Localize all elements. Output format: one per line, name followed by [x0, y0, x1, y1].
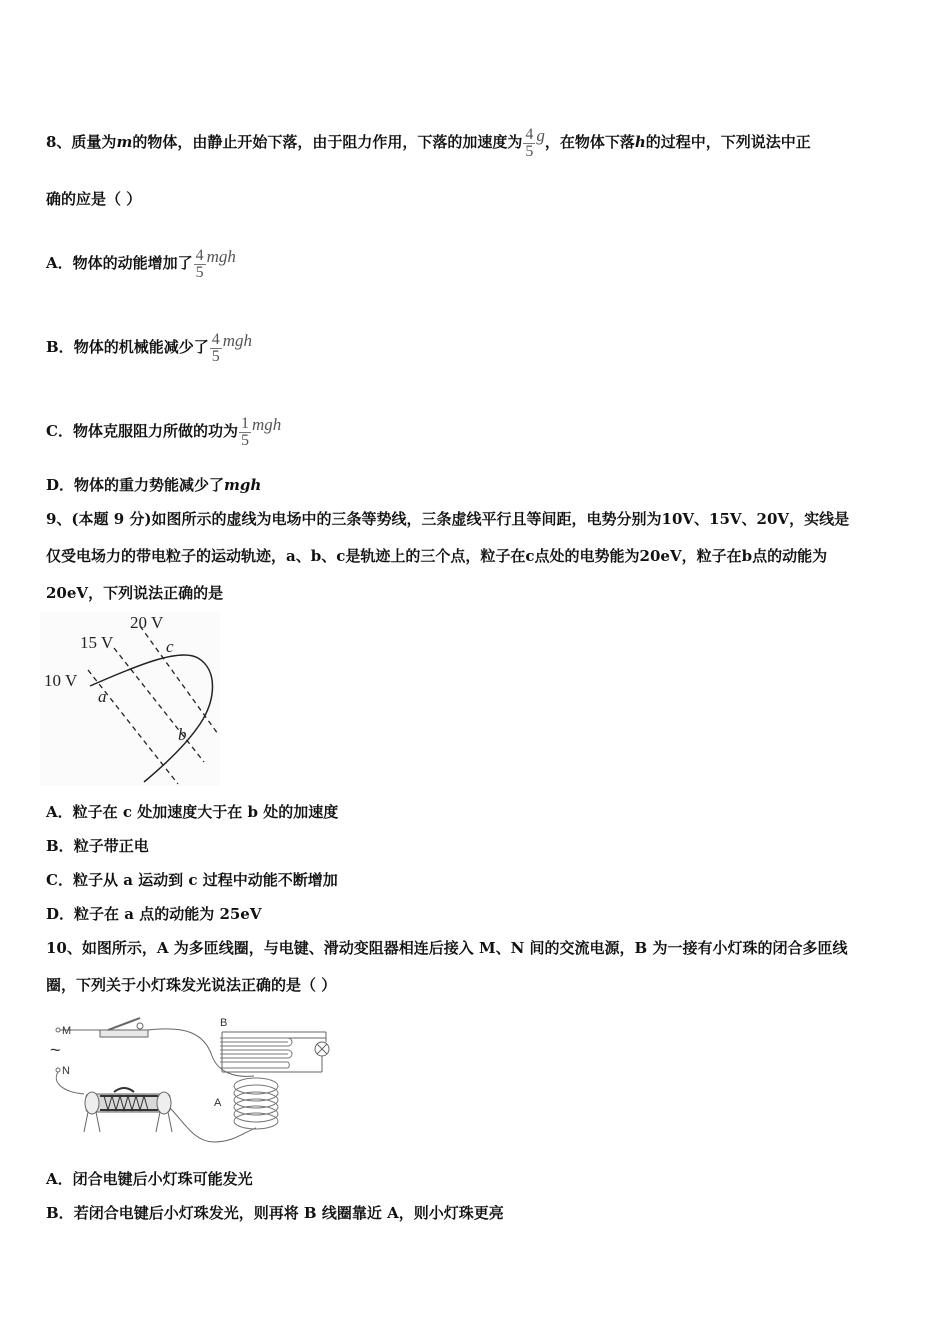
fraction: $\frac{4}{5}$: [525, 125, 534, 160]
q8-option-c: C．物体克服阻力所做的功为 $\frac{1}{5}$ mgh: [46, 414, 282, 449]
label-m: M: [62, 1025, 72, 1037]
ac-symbol: ~: [50, 1040, 61, 1060]
q9-option-b: B．粒子带正电: [46, 837, 149, 855]
switch-base: [100, 1030, 148, 1037]
q9-stem-line3: 20eV，下列说法正确的是: [46, 584, 224, 602]
label-b: B: [220, 1017, 228, 1029]
label-c: c: [166, 637, 174, 656]
var-g: g: [536, 126, 545, 145]
equipotential-20v: [140, 626, 218, 734]
q9-option-a: A．粒子在 c 处加速度大于在 b 处的加速度: [46, 803, 339, 821]
q10-option-a: A．闭合电键后小灯珠可能发光: [46, 1170, 253, 1188]
q9-electric-field-figure: [40, 612, 220, 786]
q8-stem-line1: 8、质量为m的物体，由静止开始下落，由于阻力作用，下落的加速度为 $\frac{4}{5}$ g，在物体下落h的过程中，下列说法中正: [46, 125, 811, 160]
particle-trajectory: [90, 655, 213, 782]
fraction: $\frac{4}{5}$: [211, 330, 220, 365]
fraction: $\frac{1}{5}$: [240, 414, 249, 449]
var-m: m: [116, 133, 133, 151]
q10-option-b: B．若闭合电键后小灯珠发光，则再将 B 线圈靠近 A，则小灯珠更亮: [46, 1204, 504, 1222]
q9-stem-line2: 仅受电场力的带电粒子的运动轨迹，a、b、c是轨迹上的三个点，粒子在c点处的电势能为20eV，粒子在b点的动能为: [46, 547, 828, 565]
label-20v: 20 V: [130, 613, 164, 632]
label-10v: 10 V: [44, 671, 78, 690]
q8-option-d: D．物体的重力势能减少了mgh: [46, 476, 262, 494]
rheostat: [84, 1088, 172, 1132]
label-15v: 15 V: [80, 633, 114, 652]
equipotential-15v: [114, 648, 204, 762]
q10-stem-line1: 10、如图所示，A 为多匝线圈，与电键、滑动变阻器相连后接入 M、N 间的交流电源，B 为一接有小灯珠的闭合多匝线: [46, 939, 848, 957]
q10-coil-circuit-figure: [44, 1012, 334, 1150]
q9-stem-line1: 9、(本题 9 分)如图所示的虚线为电场中的三条等势线，三条虚线平行且等间距，电势分别为10V、15V、20V，实线是: [46, 510, 850, 528]
label-a: a: [98, 687, 107, 706]
label-a: A: [214, 1097, 222, 1109]
coil-a: [234, 1078, 278, 1129]
q9-option-d: D．粒子在 a 点的动能为 25eV: [46, 905, 262, 923]
q8-stem-line2: 确的应是（ ）: [46, 190, 142, 208]
q10-stem-line2: 圈，下列关于小灯珠发光说法正确的是（ ）: [46, 976, 337, 994]
fraction: $\frac{4}{5}$: [195, 246, 204, 281]
label-b: b: [178, 725, 187, 744]
var-h: h: [634, 133, 646, 151]
label-n: N: [62, 1065, 70, 1077]
switch-blade: [108, 1018, 140, 1030]
q8-option-a: A．物体的动能增加了 $\frac{4}{5}$ mgh: [46, 246, 236, 281]
q9-option-c: C．粒子从 a 运动到 c 过程中动能不断增加: [46, 871, 338, 889]
q8-option-b: B．物体的机械能减少了 $\frac{4}{5}$ mgh: [46, 330, 252, 365]
